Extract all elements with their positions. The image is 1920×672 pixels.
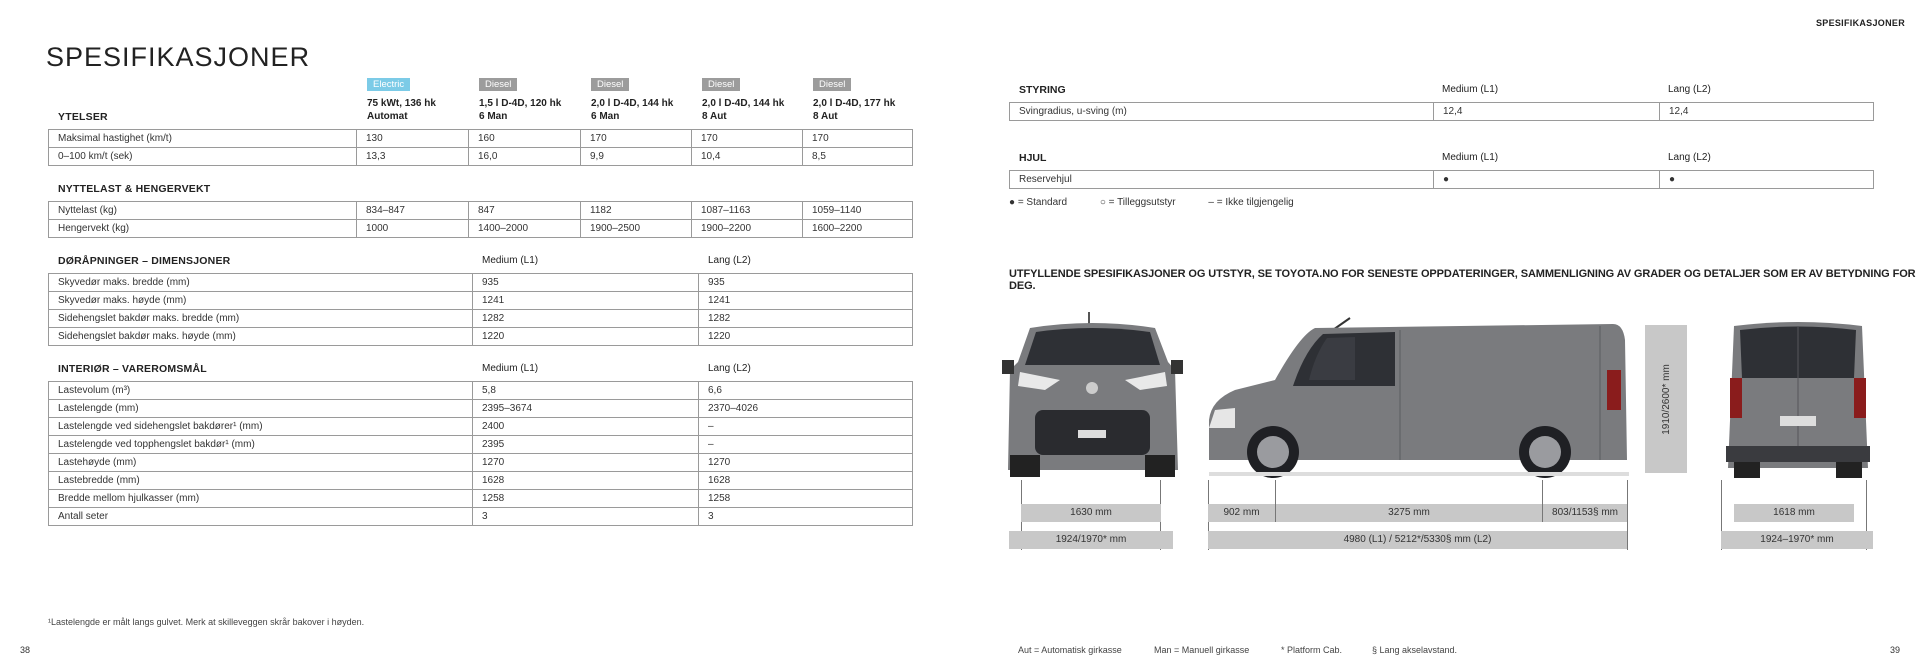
engine-badge-2: Diesel: [479, 78, 517, 91]
table-row: [49, 328, 913, 346]
table-row: [49, 130, 913, 148]
col-header-medium: Medium (L1): [482, 363, 539, 374]
wheelbase-bar: 3275 mm: [1276, 504, 1542, 522]
cell-value: 1000: [357, 220, 469, 238]
legend-platform: * Platform Cab.: [1281, 645, 1343, 655]
engine-badge-3: Diesel: [591, 78, 629, 91]
section-label: HJUL: [1019, 152, 1047, 164]
cell-value: 834–847: [357, 202, 469, 220]
col-header-lang: Lang (L2): [1668, 84, 1711, 95]
row-label: Antall seter: [49, 508, 473, 526]
cell-value: 1270: [699, 454, 913, 472]
interior-section: [48, 363, 912, 526]
engine-spec-3: 2,0 l D-4D, 144 hk 6 Man: [591, 98, 674, 122]
section-label: DØRÅPNINGER – DIMENSJONER: [58, 255, 231, 267]
table-row: [49, 382, 913, 400]
row-label: Reservehjul: [1010, 171, 1434, 189]
cell-value: ●: [1660, 171, 1874, 189]
cell-value: 1628: [473, 472, 699, 490]
table-row: [49, 148, 913, 166]
row-label: Lastelengde (mm): [49, 400, 473, 418]
row-label: Lastehøyde (mm): [49, 454, 473, 472]
cell-value: 3: [473, 508, 699, 526]
section-label: YTELSER: [58, 111, 108, 123]
cell-value: 160: [469, 130, 581, 148]
cell-value: 1220: [473, 328, 699, 346]
rear-track-bar: 1618 mm: [1734, 504, 1854, 522]
cell-value: 1400–2000: [469, 220, 581, 238]
cell-value: 13,3: [357, 148, 469, 166]
row-label: Lastelengde ved sidehengslet bakdører¹ (mm): [49, 418, 473, 436]
row-label: Sidehengslet bakdør maks. høyde (mm): [49, 328, 473, 346]
hjul-table: [1009, 170, 1874, 189]
cell-value: 1182: [581, 202, 692, 220]
cell-value: 2395–3674: [473, 400, 699, 418]
page-number-left: 38: [20, 645, 31, 655]
table-row: [49, 454, 913, 472]
row-label: Sidehengslet bakdør maks. bredde (mm): [49, 310, 473, 328]
table-row: [49, 472, 913, 490]
ytelser-table: [48, 129, 913, 166]
table-row: [49, 310, 913, 328]
table-row: [49, 400, 913, 418]
legend-tillegg: ○ = Tilleggsutstyr: [1099, 197, 1176, 208]
nyttelast-table: [48, 201, 913, 238]
cell-value: 5,8: [473, 382, 699, 400]
cell-value: ●: [1434, 171, 1660, 189]
van-side-image: [1205, 310, 1630, 480]
height-label: 1910/2600* mm: [1660, 363, 1672, 435]
table-row: [49, 274, 913, 292]
utfyllende-note: UTFYLLENDE SPESIFIKASJONER OG UTSTYR, SE TOYOTA.NO FOR SENESTE OPPDATERINGER, SAMMENLIGNING AV GRADER OG DETALJER SOM ER AV BETYDNING FOR DEG.: [1009, 268, 1916, 292]
dorapninger-section: [48, 255, 912, 346]
cell-value: 847: [469, 202, 581, 220]
section-label: NYTTELAST & HENGERVEKT: [58, 183, 211, 195]
cell-value: 1600–2200: [803, 220, 913, 238]
col-header-medium: Medium (L1): [482, 255, 539, 266]
legend-lang: § Lang akselavstand.: [1372, 645, 1458, 655]
cell-value: 130: [357, 130, 469, 148]
cell-value: 1282: [699, 310, 913, 328]
cell-value: 1241: [473, 292, 699, 310]
row-label: Bredde mellom hjulkasser (mm): [49, 490, 473, 508]
rear-overhang-bar: 803/1153§ mm: [1543, 504, 1627, 522]
styring-section: [1009, 84, 1873, 121]
front-overhang-bar: 902 mm: [1208, 504, 1275, 522]
cell-value: 10,4: [692, 148, 803, 166]
cell-value: 8,5: [803, 148, 913, 166]
table-row: [49, 202, 913, 220]
height-dimension: [1650, 325, 1682, 473]
equipment-legend: [1009, 197, 1324, 208]
cell-value: 1900–2200: [692, 220, 803, 238]
legend-aut: Aut = Automatisk girkasse: [1018, 645, 1122, 655]
styring-table: [1009, 102, 1874, 121]
legend-ikke: – = Ikke tilgjengelig: [1208, 197, 1294, 208]
section-label: INTERIØR – VAREROMSMÅL: [58, 363, 207, 375]
cell-value: 6,6: [699, 382, 913, 400]
cell-value: 1258: [473, 490, 699, 508]
engine-spec-1: 75 kWt, 136 hk Automat: [367, 98, 436, 122]
cell-value: 1628: [699, 472, 913, 490]
cell-value: 12,4: [1434, 103, 1660, 121]
table-row: [49, 508, 913, 526]
col-header-lang: Lang (L2): [708, 363, 751, 374]
section-label: STYRING: [1019, 84, 1066, 96]
cell-value: 1282: [473, 310, 699, 328]
engine-spec-5: 2,0 l D-4D, 177 hk 8 Aut: [813, 98, 896, 122]
van-front-image: [1000, 310, 1185, 480]
dorapninger-table: [48, 273, 913, 346]
cell-value: 1270: [473, 454, 699, 472]
col-header-medium: Medium (L1): [1442, 84, 1499, 95]
engine-spec-2: 1,5 l D-4D, 120 hk 6 Man: [479, 98, 562, 122]
engine-badge-4: Diesel: [702, 78, 740, 91]
row-label: Hengervekt (kg): [49, 220, 357, 238]
running-header: SPESIFIKASJONER: [1815, 18, 1905, 28]
row-label: Lastebredde (mm): [49, 472, 473, 490]
row-label: 0–100 km/t (sek): [49, 148, 357, 166]
row-label: Maksimal hastighet (km/t): [49, 130, 357, 148]
legend-standard: ● = Standard: [1009, 197, 1068, 208]
cell-value: 170: [581, 130, 692, 148]
row-label: Svingradius, u-sving (m): [1010, 103, 1434, 121]
row-label: Skyvedør maks. bredde (mm): [49, 274, 473, 292]
cell-value: 2370–4026: [699, 400, 913, 418]
cell-value: 12,4: [1660, 103, 1874, 121]
cell-value: 3: [699, 508, 913, 526]
nyttelast-section: [48, 183, 912, 238]
row-label: Lastelengde ved topphengslet bakdør¹ (mm): [49, 436, 473, 454]
cell-value: 1059–1140: [803, 202, 913, 220]
ytelser-section: [48, 111, 912, 166]
page-number-right: 39: [1889, 645, 1900, 655]
cell-value: 1258: [699, 490, 913, 508]
cell-value: 935: [699, 274, 913, 292]
front-width-bar: 1924/1970* mm: [1009, 531, 1173, 549]
cell-value: 1087–1163: [692, 202, 803, 220]
van-rear-image: [1722, 318, 1874, 480]
front-track-bar: 1630 mm: [1021, 504, 1161, 522]
interior-table: [48, 381, 913, 526]
cell-value: 170: [692, 130, 803, 148]
cell-value: 170: [803, 130, 913, 148]
cell-value: 16,0: [469, 148, 581, 166]
row-label: Nyttelast (kg): [49, 202, 357, 220]
cell-value: –: [699, 436, 913, 454]
table-row: [49, 490, 913, 508]
table-row: [1010, 171, 1874, 189]
col-header-lang: Lang (L2): [708, 255, 751, 266]
cell-value: 1241: [699, 292, 913, 310]
engine-badge-5: Diesel: [813, 78, 851, 91]
cell-value: 1900–2500: [581, 220, 692, 238]
col-header-medium: Medium (L1): [1442, 152, 1499, 163]
engine-spec-4: 2,0 l D-4D, 144 hk 8 Aut: [702, 98, 785, 122]
length-bar: 4980 (L1) / 5212*/5330§ mm (L2): [1208, 531, 1627, 549]
cell-value: 2395: [473, 436, 699, 454]
table-row: [49, 220, 913, 238]
footnote: ¹Lastelengde er målt langs gulvet. Merk at skilleveggen skrår bakover i høyden.: [48, 617, 365, 627]
cell-value: 2400: [473, 418, 699, 436]
table-row: [49, 418, 913, 436]
page-title: SPESIFIKASJONER: [46, 42, 311, 72]
rear-width-bar: 1924–1970* mm: [1721, 531, 1873, 549]
row-label: Lastevolum (m³): [49, 382, 473, 400]
cell-value: 1220: [699, 328, 913, 346]
cell-value: 935: [473, 274, 699, 292]
cell-value: 9,9: [581, 148, 692, 166]
table-row: [49, 436, 913, 454]
table-row: [1010, 103, 1874, 121]
engine-badge-1: Electric: [367, 78, 410, 91]
row-label: Skyvedør maks. høyde (mm): [49, 292, 473, 310]
legend-man: Man = Manuell girkasse: [1154, 645, 1250, 655]
table-row: [49, 292, 913, 310]
col-header-lang: Lang (L2): [1668, 152, 1711, 163]
cell-value: –: [699, 418, 913, 436]
hjul-section: [1009, 152, 1873, 189]
